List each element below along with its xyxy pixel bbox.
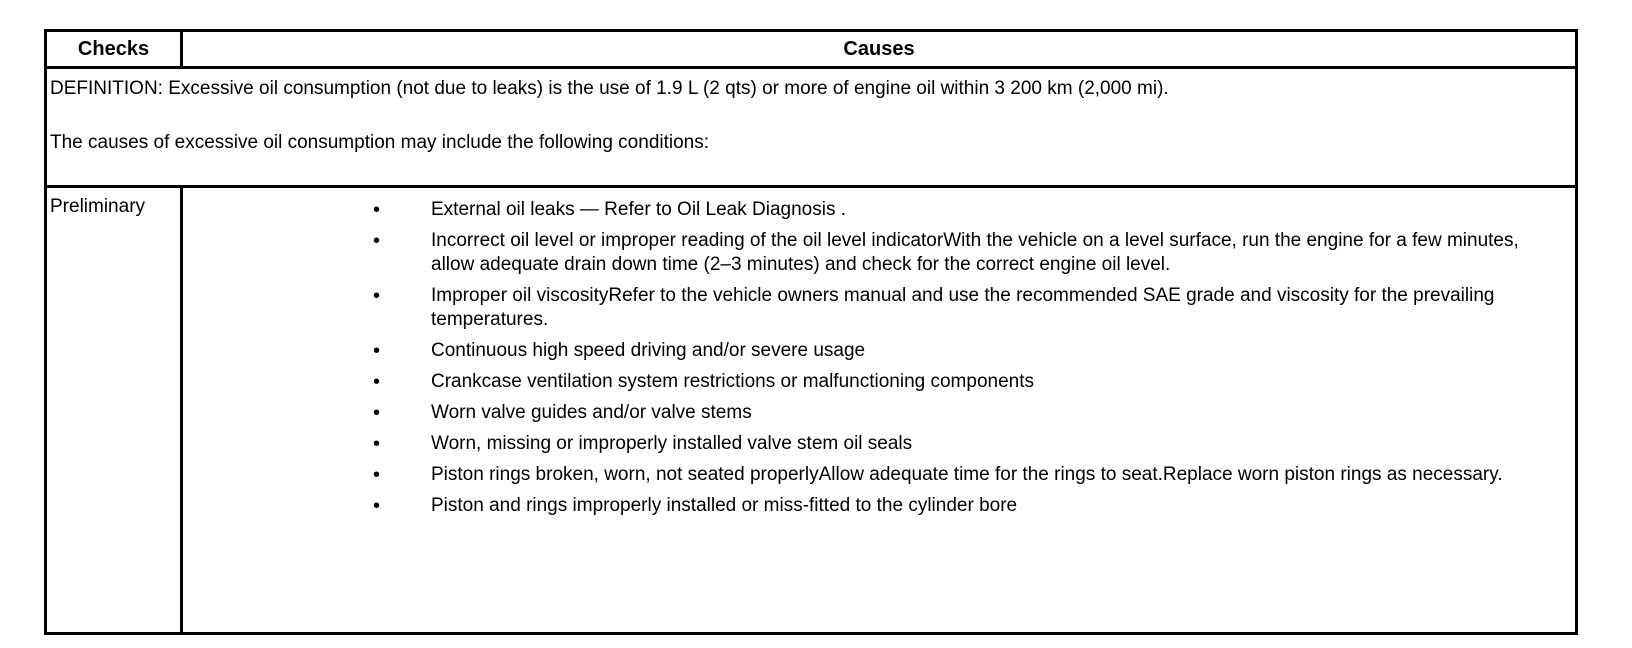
bullet-icon: • [373,464,381,486]
checks-header: Checks [46,31,182,68]
list-item [183,284,1551,332]
list-item [183,370,1551,394]
bullet-icon: • [373,495,381,517]
list-item [183,198,1551,222]
causes-list [183,198,1551,518]
list-item [183,401,1551,425]
cause-text: Continuous high speed driving and/or severe usage [431,340,866,361]
bullet-icon: • [373,402,381,424]
cause-text: Improper oil viscosityRefer to the vehicle owners manual and use the recommended SAE grade and viscosity for the prevailing temperatures. [431,285,1495,330]
list-item [183,432,1551,456]
definition-text: DEFINITION: Excessive oil consumption (not due to leaks) is the use of 1.9 L (2 qts) or more of engine oil within 3 200 km (2,000 mi). [50,78,1169,99]
cause-text: Piston rings broken, worn, not seated properlyAllow adequate time for the rings to seat.Replace worn piston rings as necessary. [431,464,1503,485]
bullet-icon: • [373,371,381,393]
bullet-icon: • [373,340,381,362]
bullet-icon: • [373,230,381,252]
cause-text: Crankcase ventilation system restrictions or malfunctioning components [431,371,1034,392]
cause-text: Worn valve guides and/or valve stems [431,402,752,423]
oil-consumption-table [44,29,1578,635]
list-item [183,339,1551,363]
intro-text: The causes of excessive oil consumption may include the following conditions: [50,132,710,153]
cause-text: External oil leaks — Refer to Oil Leak Diagnosis . [431,199,847,220]
check-cell: Preliminary [46,187,182,634]
definition-cell [46,68,1577,187]
bullet-icon: • [373,433,381,455]
definition-row [46,68,1577,187]
list-item [183,229,1551,277]
list-item [183,494,1551,518]
causes-cell [182,187,1577,634]
list-item [183,463,1551,487]
header-row [46,31,1577,68]
bullet-icon: • [373,199,381,221]
cause-text: Incorrect oil level or improper reading of the oil level indicatorWith the vehicle on a level surface, run the engine for a few minutes, allow adequate drain down time (2–3 minutes) and check for the correct engine oil level. [431,230,1519,275]
cause-text: Piston and rings improperly installed or miss-fitted to the cylinder bore [431,495,1018,516]
cause-text: Worn, missing or improperly installed valve stem oil seals [431,433,913,454]
table-row [46,187,1577,634]
causes-header: Causes [182,31,1577,68]
bullet-icon: • [373,285,381,307]
